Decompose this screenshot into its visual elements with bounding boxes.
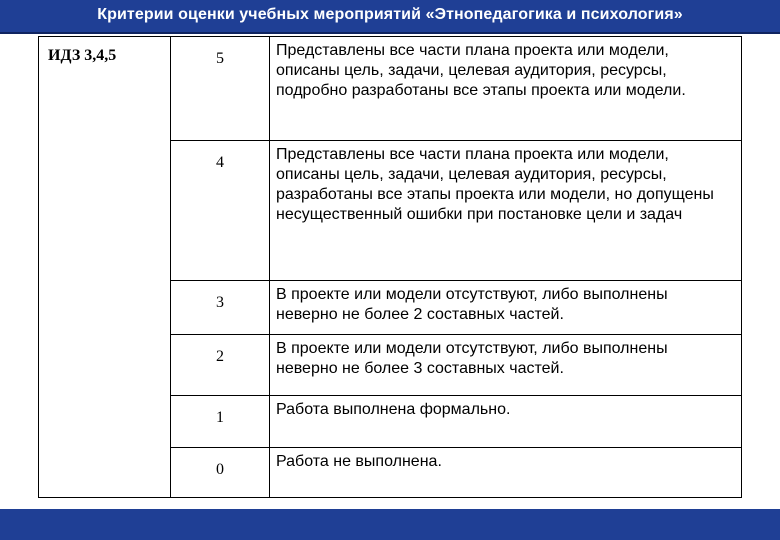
footer-bar [0,509,780,540]
description-cell: Работа не выполнена. [270,448,742,498]
score-value: 1 [216,409,224,426]
criteria-table [38,36,742,498]
description-cell: Работа выполнена формально. [270,396,742,448]
score-cell [171,37,270,141]
score-cell [171,281,270,335]
score-cell [171,335,270,396]
title-bar [0,0,780,34]
page-title: Критерии оценки учебных мероприятий «Этнопедагогика и психология» [97,6,683,23]
table-row [39,37,742,141]
score-value: 4 [216,154,224,171]
score-value: 0 [216,461,224,478]
description-cell: В проекте или модели отсутствуют, либо выполнены неверно не более 2 составных частей. [270,281,742,335]
description-cell: Представлены все части плана проекта или модели, описаны цель, задачи, целевая аудитория, ресурсы, подробно разработаны все этапы проекта или модели. [270,37,742,141]
description-cell: В проекте или модели отсутствуют, либо выполнены неверно не более 3 составных частей. [270,335,742,396]
score-value: 5 [216,50,224,67]
score-cell [171,448,270,498]
description-cell: Представлены все части плана проекта или модели, описаны цель, задачи, целевая аудитория, ресурсы, разработаны все этапы проекта или модели, но допущены несущественный ошибки при постановке цели и задач [270,141,742,281]
score-cell [171,141,270,281]
assignment-code-cell: ИДЗ 3,4,5 [39,37,171,498]
score-value: 3 [216,294,224,311]
score-cell [171,396,270,448]
score-value: 2 [216,348,224,365]
